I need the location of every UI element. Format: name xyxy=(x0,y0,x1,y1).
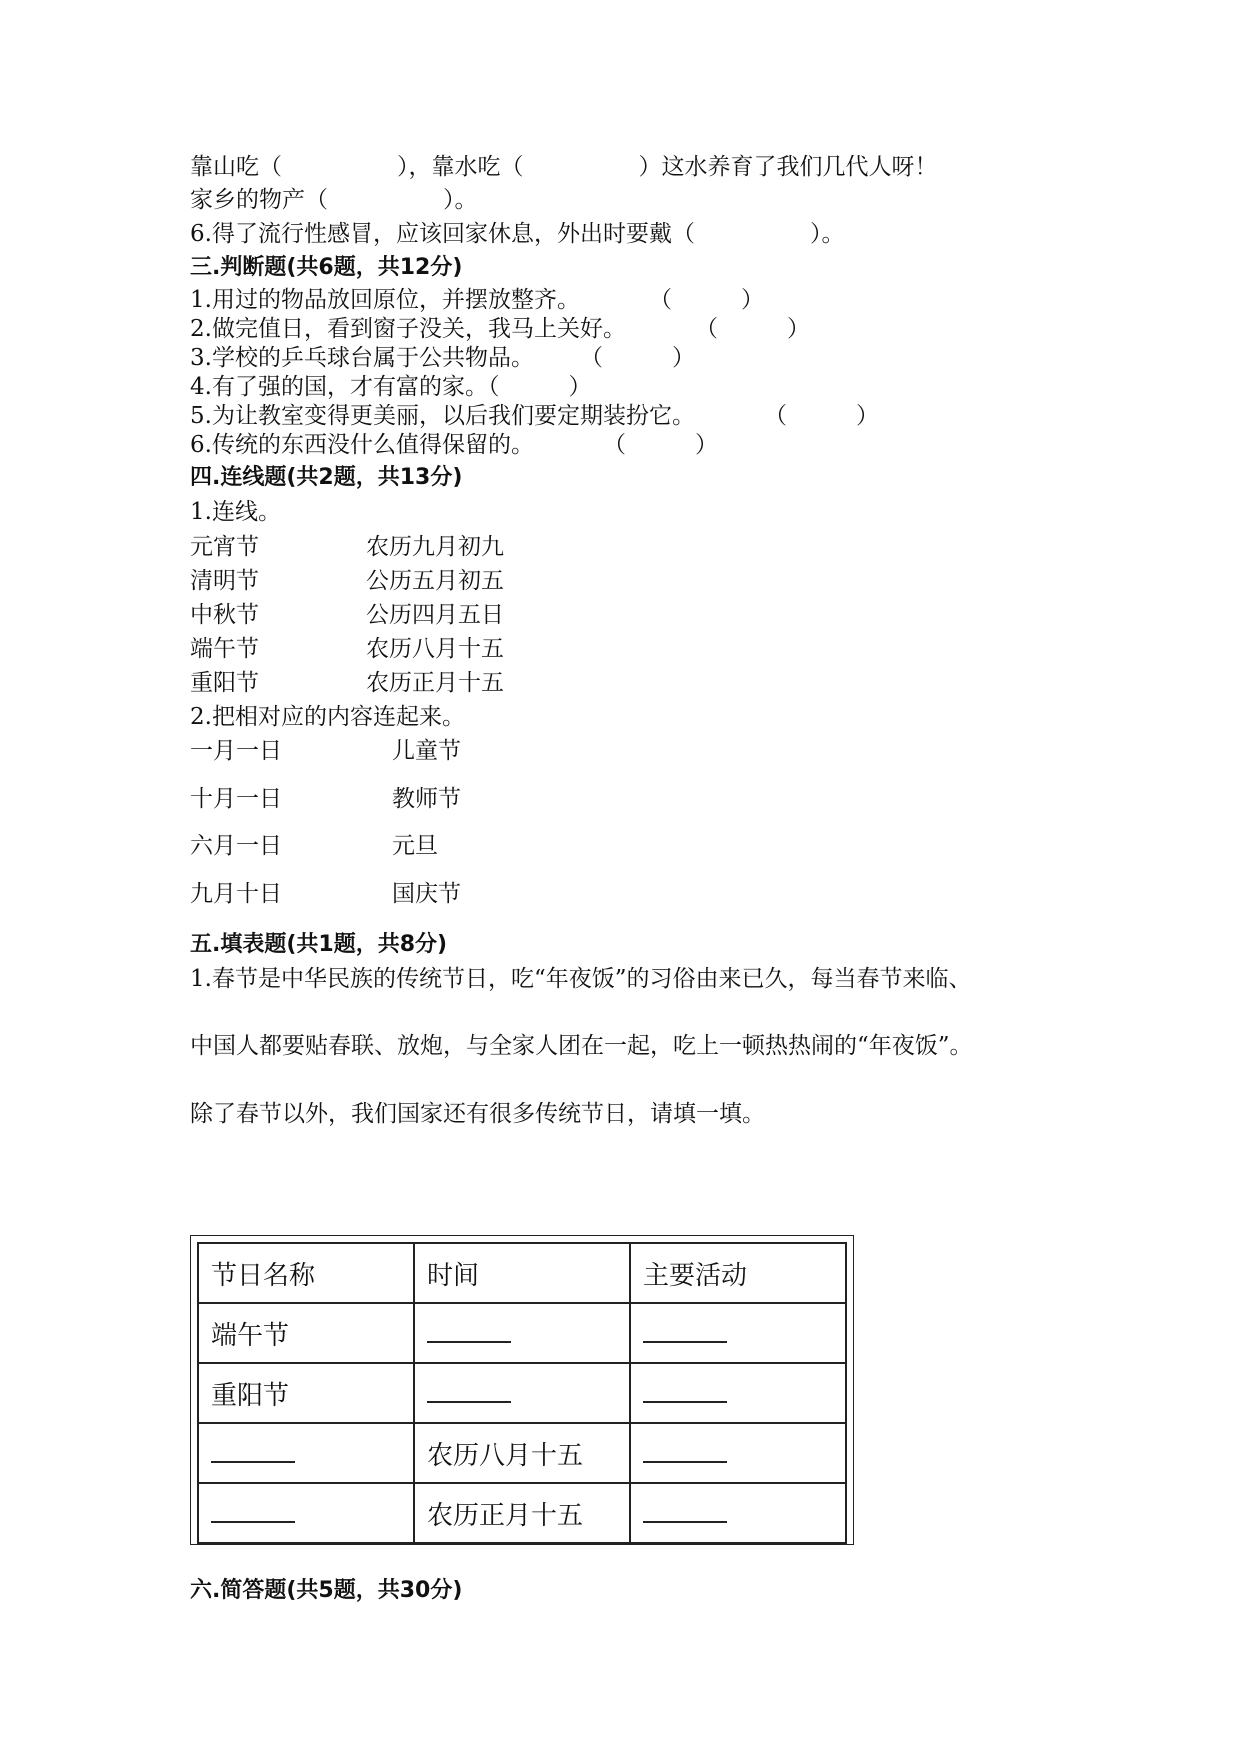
table-row xyxy=(198,1363,846,1423)
table-cell[interactable] xyxy=(630,1303,846,1363)
fill-blank[interactable] xyxy=(211,1505,295,1523)
table-cell[interactable] xyxy=(414,1363,630,1423)
judge-item: 3.学校的乒乓球台属于公共物品。 （ ） xyxy=(190,345,695,371)
matching-right-item: 农历九月初九 xyxy=(366,534,504,560)
matching-right-item: 教师节 xyxy=(392,786,461,812)
judge-item: 4.有了强的国，才有富的家。（ ） xyxy=(190,374,592,400)
question-line: 靠山吃（ ），靠水吃（ ）这水养育了我们几代人呀！ xyxy=(190,154,938,180)
table-cell[interactable] xyxy=(414,1303,630,1363)
table-cell xyxy=(414,1483,630,1543)
matching-left-item: 重阳节 xyxy=(190,670,259,696)
paragraph: 中国人都要贴春联、放炮，与全家人团在一起，吃上一顿热热闹的“年夜饭”。 xyxy=(190,1033,973,1059)
matching-right-item: 儿童节 xyxy=(392,738,461,764)
fill-blank[interactable] xyxy=(643,1505,727,1523)
table-row xyxy=(198,1423,846,1483)
table-row xyxy=(198,1483,846,1543)
matching-right-item: 公历五月初五 xyxy=(366,568,504,594)
festival-table-frame xyxy=(190,1235,854,1545)
cell-text: 重阳节 xyxy=(211,1380,290,1411)
question-line: 6.得了流行性感冒，应该回家休息，外出时要戴（ ）。 xyxy=(190,221,845,247)
matching-left-item: 一月一日 xyxy=(190,738,282,764)
judge-item: 5.为让教室变得更美丽，以后我们要定期装扮它。 （ ） xyxy=(190,403,879,429)
matching-right-item: 公历四月五日 xyxy=(366,602,504,628)
fill-blank[interactable] xyxy=(643,1385,727,1403)
fill-blank[interactable] xyxy=(427,1325,511,1343)
table-header-cell: 节日名称 xyxy=(198,1243,414,1303)
fill-blank[interactable] xyxy=(643,1325,727,1343)
judge-item: 1.用过的物品放回原位，并摆放整齐。 （ ） xyxy=(190,287,764,313)
matching-right-item: 国庆节 xyxy=(392,881,461,907)
section-title: 四.连线题(共2题，共13分) xyxy=(190,465,463,490)
table-header-cell: 时间 xyxy=(414,1243,630,1303)
section-title: 六.简答题(共5题，共30分) xyxy=(190,1578,463,1603)
fill-blank[interactable] xyxy=(211,1445,295,1463)
judge-item: 6.传统的东西没什么值得保留的。 （ ） xyxy=(190,432,718,458)
matching-left-item: 端午节 xyxy=(190,636,259,662)
cell-text: 农历正月十五 xyxy=(427,1500,584,1531)
matching-right-item: 农历正月十五 xyxy=(366,670,504,696)
matching-left-item: 元宵节 xyxy=(190,534,259,560)
section-title: 五.填表题(共1题，共8分) xyxy=(190,932,448,957)
fill-blank[interactable] xyxy=(427,1385,511,1403)
matching-left-item: 中秋节 xyxy=(190,602,259,628)
table-cell[interactable] xyxy=(630,1423,846,1483)
table-cell xyxy=(198,1363,414,1423)
matching-left-item: 六月一日 xyxy=(190,833,282,859)
table-header-cell: 主要活动 xyxy=(630,1243,846,1303)
table-header-row xyxy=(198,1243,846,1303)
paragraph: 1.春节是中华民族的传统节日，吃“年夜饭”的习俗由来已久，每当春节来临、 xyxy=(190,966,972,992)
judge-item: 2.做完值日，看到窗子没关，我马上关好。 （ ） xyxy=(190,316,810,342)
table-cell[interactable] xyxy=(630,1483,846,1543)
table-cell xyxy=(198,1303,414,1363)
matching-prompt: 1.连线。 xyxy=(190,499,281,525)
matching-left-item: 九月十日 xyxy=(190,881,282,907)
table-cell[interactable] xyxy=(198,1483,414,1543)
fill-blank[interactable] xyxy=(643,1445,727,1463)
matching-left-item: 十月一日 xyxy=(190,786,282,812)
section-title: 三.判断题(共6题，共12分) xyxy=(190,255,463,280)
table-cell xyxy=(414,1423,630,1483)
cell-text: 农历八月十五 xyxy=(427,1440,584,1471)
matching-right-item: 元旦 xyxy=(392,833,438,859)
cell-text: 端午节 xyxy=(211,1320,290,1351)
question-line: 家乡的物产（ ）。 xyxy=(190,187,478,213)
table-row xyxy=(198,1303,846,1363)
matching-right-item: 农历八月十五 xyxy=(366,636,504,662)
festival-table xyxy=(197,1242,847,1544)
paragraph: 除了春节以外，我们国家还有很多传统节日，请填一填。 xyxy=(190,1101,765,1127)
table-cell[interactable] xyxy=(630,1363,846,1423)
matching-prompt: 2.把相对应的内容连起来。 xyxy=(190,704,465,730)
table-cell[interactable] xyxy=(198,1423,414,1483)
matching-left-item: 清明节 xyxy=(190,568,259,594)
